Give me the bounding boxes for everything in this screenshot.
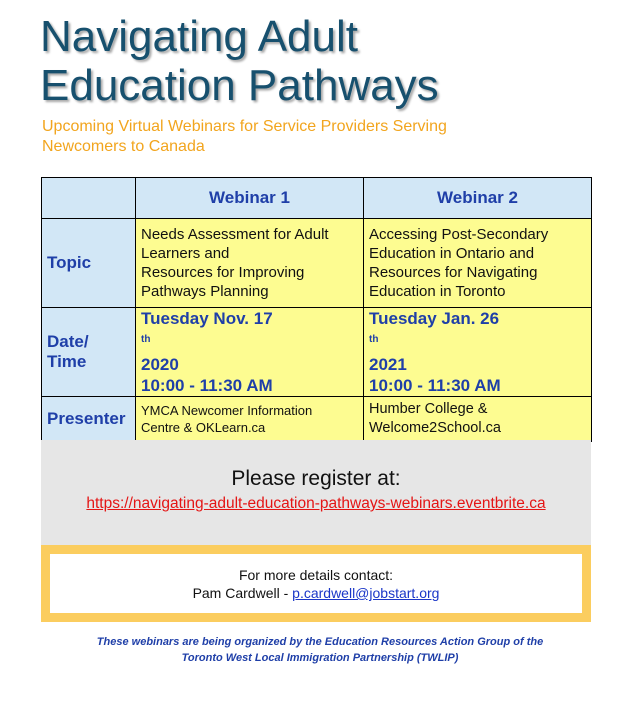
contact-line bbox=[50, 584, 582, 602]
header-webinar-1: Webinar 1 bbox=[136, 178, 364, 219]
date-w1-day-line bbox=[141, 308, 358, 375]
row-label-presenter: Presenter bbox=[42, 396, 136, 441]
topic-w2-line: Education in Ontario and bbox=[369, 245, 535, 262]
header-webinar-2: Webinar 2 bbox=[364, 178, 592, 219]
contact-name: Pam Cardwell - bbox=[192, 585, 293, 601]
date-w2-day-line bbox=[369, 308, 586, 375]
presenter-w1-line: YMCA Newcomer Information bbox=[141, 402, 313, 418]
page-title bbox=[40, 12, 439, 110]
subtitle-line-1: Upcoming Virtual Webinars for Service Providers Serving bbox=[42, 118, 447, 135]
row-label-date bbox=[42, 308, 136, 397]
footer-line-1: These webinars are being organized by the Education Resources Action Group of the bbox=[96, 636, 544, 648]
date-w1-year: 2020 bbox=[141, 354, 179, 374]
date-w1-day: Tuesday Nov. 17 bbox=[141, 309, 273, 328]
header-empty-cell bbox=[42, 178, 136, 219]
contact-box bbox=[41, 545, 591, 622]
webinar-table bbox=[41, 177, 592, 442]
topic-w1-line: Resources for Improving bbox=[141, 264, 305, 281]
topic-w1-line: Pathways Planning bbox=[141, 283, 269, 300]
date-w2-suffix: th bbox=[369, 334, 379, 345]
presenter-w1-line: Centre & OKLearn.ca bbox=[141, 419, 266, 435]
subtitle bbox=[42, 117, 582, 157]
topic-w1-line: Needs Assessment for Adult bbox=[141, 226, 329, 243]
contact-heading: For more details contact: bbox=[238, 567, 394, 583]
table-row-presenter bbox=[42, 396, 592, 441]
table-header-row bbox=[42, 178, 592, 219]
topic-webinar-1 bbox=[136, 219, 364, 308]
footer-note bbox=[70, 634, 570, 666]
register-box bbox=[41, 440, 591, 545]
date-label-line-1: Date/ bbox=[47, 331, 89, 351]
presenter-webinar-1 bbox=[136, 396, 364, 441]
date-webinar-1 bbox=[136, 308, 364, 397]
presenter-w2-line: Humber College & bbox=[369, 400, 488, 417]
title-line-2: Education Pathways bbox=[40, 61, 439, 110]
date-label-line-2: Time bbox=[47, 351, 87, 371]
footer-line-2: Toronto West Local Immigration Partnership (TWLIP) bbox=[181, 652, 459, 664]
register-link[interactable]: https://navigating-adult-education-pathways-webinars.eventbrite.ca bbox=[86, 495, 546, 512]
table-row-topic bbox=[42, 219, 592, 308]
subtitle-line-2: Newcomers to Canada bbox=[42, 138, 205, 155]
topic-w2-line: Resources for Navigating bbox=[369, 264, 538, 281]
contact-email-link[interactable]: p.cardwell@jobstart.org bbox=[292, 585, 440, 601]
title-line-1: Navigating Adult bbox=[40, 12, 358, 61]
date-webinar-2 bbox=[364, 308, 592, 397]
register-title: Please register at: bbox=[231, 467, 401, 490]
date-w1-time: 10:00 - 11:30 AM bbox=[141, 375, 273, 395]
date-w1-suffix: th bbox=[141, 334, 151, 345]
row-label-topic: Topic bbox=[42, 219, 136, 308]
topic-w2-line: Education in Toronto bbox=[369, 283, 506, 300]
table-row-date bbox=[42, 308, 592, 397]
presenter-w2-line: Welcome2School.ca bbox=[369, 419, 501, 436]
date-w2-year: 2021 bbox=[369, 354, 407, 374]
date-w2-day: Tuesday Jan. 26 bbox=[369, 309, 500, 328]
topic-w1-line: Learners and bbox=[141, 245, 230, 262]
topic-webinar-2 bbox=[364, 219, 592, 308]
date-w2-time: 10:00 - 11:30 AM bbox=[369, 375, 501, 395]
presenter-webinar-2 bbox=[364, 396, 592, 441]
topic-w2-line: Accessing Post-Secondary bbox=[369, 226, 549, 243]
